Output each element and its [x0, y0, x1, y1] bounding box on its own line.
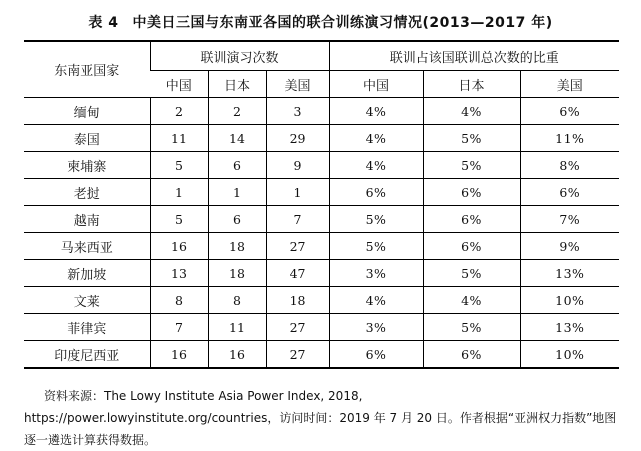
- table-number: 表 4: [88, 15, 119, 31]
- count-cell: 7: [150, 314, 208, 341]
- count-cell: 47: [266, 260, 329, 287]
- table-row: [24, 260, 619, 287]
- data-table: [24, 40, 619, 369]
- country-cell: 印度尼西亚: [24, 341, 150, 369]
- share-cell: 6%: [423, 233, 520, 260]
- count-cell: 2: [208, 98, 266, 125]
- count-cell: 1: [266, 179, 329, 206]
- count-cell: 18: [208, 233, 266, 260]
- share-cell: 6%: [520, 98, 619, 125]
- share-cell: 13%: [520, 314, 619, 341]
- share-cell: 4%: [423, 287, 520, 314]
- count-cell: 16: [150, 341, 208, 369]
- count-cell: 6: [208, 206, 266, 233]
- count-cell: 2: [150, 98, 208, 125]
- table-row: [24, 206, 619, 233]
- count-cell: 6: [208, 152, 266, 179]
- country-cell: 文莱: [24, 287, 150, 314]
- country-cell: 马来西亚: [24, 233, 150, 260]
- country-cell: 新加坡: [24, 260, 150, 287]
- country-cell: 缅甸: [24, 98, 150, 125]
- count-cell: 14: [208, 125, 266, 152]
- sub-header-usa: 美国: [266, 71, 329, 98]
- count-cell: 27: [266, 341, 329, 369]
- share-cell: 5%: [329, 206, 423, 233]
- share-cell: 4%: [329, 125, 423, 152]
- count-cell: 18: [208, 260, 266, 287]
- table-body: [24, 98, 619, 369]
- table-row: [24, 314, 619, 341]
- table-row: [24, 125, 619, 152]
- share-cell: 5%: [329, 233, 423, 260]
- count-cell: 1: [150, 179, 208, 206]
- table-row: [24, 341, 619, 369]
- sub-header-china-share: 中国: [329, 71, 423, 98]
- share-cell: 4%: [329, 287, 423, 314]
- count-cell: 11: [150, 125, 208, 152]
- exercise-count-header: 联训演习次数: [150, 41, 329, 71]
- share-cell: 9%: [520, 233, 619, 260]
- share-cell: 3%: [329, 314, 423, 341]
- share-cell: 5%: [423, 152, 520, 179]
- share-cell: 4%: [329, 152, 423, 179]
- country-cell: 老挝: [24, 179, 150, 206]
- country-column-header: 东南亚国家: [54, 64, 120, 79]
- count-cell: 13: [150, 260, 208, 287]
- share-cell: 7%: [520, 206, 619, 233]
- count-cell: 9: [266, 152, 329, 179]
- count-cell: 27: [266, 233, 329, 260]
- count-cell: 7: [266, 206, 329, 233]
- source-note: 资料来源：The Lowy Institute Asia Power Index, 2018, https://power.lowyinstitute.org/countries，访问时间：2019 年 7 月 20 日。作者根据“亚洲权力指数”地图逐一遴选计算获得数据。: [24, 389, 617, 447]
- country-cell: 柬埔寨: [24, 152, 150, 179]
- sub-header-china: 中国: [150, 71, 208, 98]
- count-cell: 3: [266, 98, 329, 125]
- table-row: [24, 179, 619, 206]
- share-cell: 4%: [329, 98, 423, 125]
- share-cell: 5%: [423, 314, 520, 341]
- share-cell: 5%: [423, 260, 520, 287]
- group-header-row: [24, 41, 619, 71]
- share-cell: 6%: [423, 179, 520, 206]
- country-cell: 越南: [24, 206, 150, 233]
- sub-header-usa-share: 美国: [520, 71, 619, 98]
- table-row: [24, 287, 619, 314]
- count-cell: 16: [208, 341, 266, 369]
- count-cell: 18: [266, 287, 329, 314]
- table-row: [24, 152, 619, 179]
- share-cell: 10%: [520, 287, 619, 314]
- count-cell: 5: [150, 152, 208, 179]
- exercise-share-header: 联训占该国联训总次数的比重: [329, 41, 619, 71]
- table-row: [24, 98, 619, 125]
- sub-header-japan: 日本: [208, 71, 266, 98]
- share-cell: 10%: [520, 341, 619, 369]
- count-cell: 27: [266, 314, 329, 341]
- count-cell: 8: [208, 287, 266, 314]
- table-row: [24, 233, 619, 260]
- table-title: [0, 12, 641, 32]
- share-cell: 3%: [329, 260, 423, 287]
- share-cell: 6%: [520, 179, 619, 206]
- share-cell: 6%: [329, 341, 423, 369]
- count-cell: 8: [150, 287, 208, 314]
- share-cell: 13%: [520, 260, 619, 287]
- table-caption: 中美日三国与东南亚各国的联合训练演习情况(2013—2017 年): [132, 15, 553, 31]
- country-cell: 泰国: [24, 125, 150, 152]
- share-cell: 8%: [520, 152, 619, 179]
- count-cell: 1: [208, 179, 266, 206]
- share-cell: 6%: [329, 179, 423, 206]
- share-cell: 6%: [423, 206, 520, 233]
- country-cell: 菲律宾: [24, 314, 150, 341]
- count-cell: 5: [150, 206, 208, 233]
- share-cell: 6%: [423, 341, 520, 369]
- share-cell: 5%: [423, 125, 520, 152]
- count-cell: 11: [208, 314, 266, 341]
- count-cell: 16: [150, 233, 208, 260]
- count-cell: 29: [266, 125, 329, 152]
- share-cell: 11%: [520, 125, 619, 152]
- share-cell: 4%: [423, 98, 520, 125]
- sub-header-japan-share: 日本: [423, 71, 520, 98]
